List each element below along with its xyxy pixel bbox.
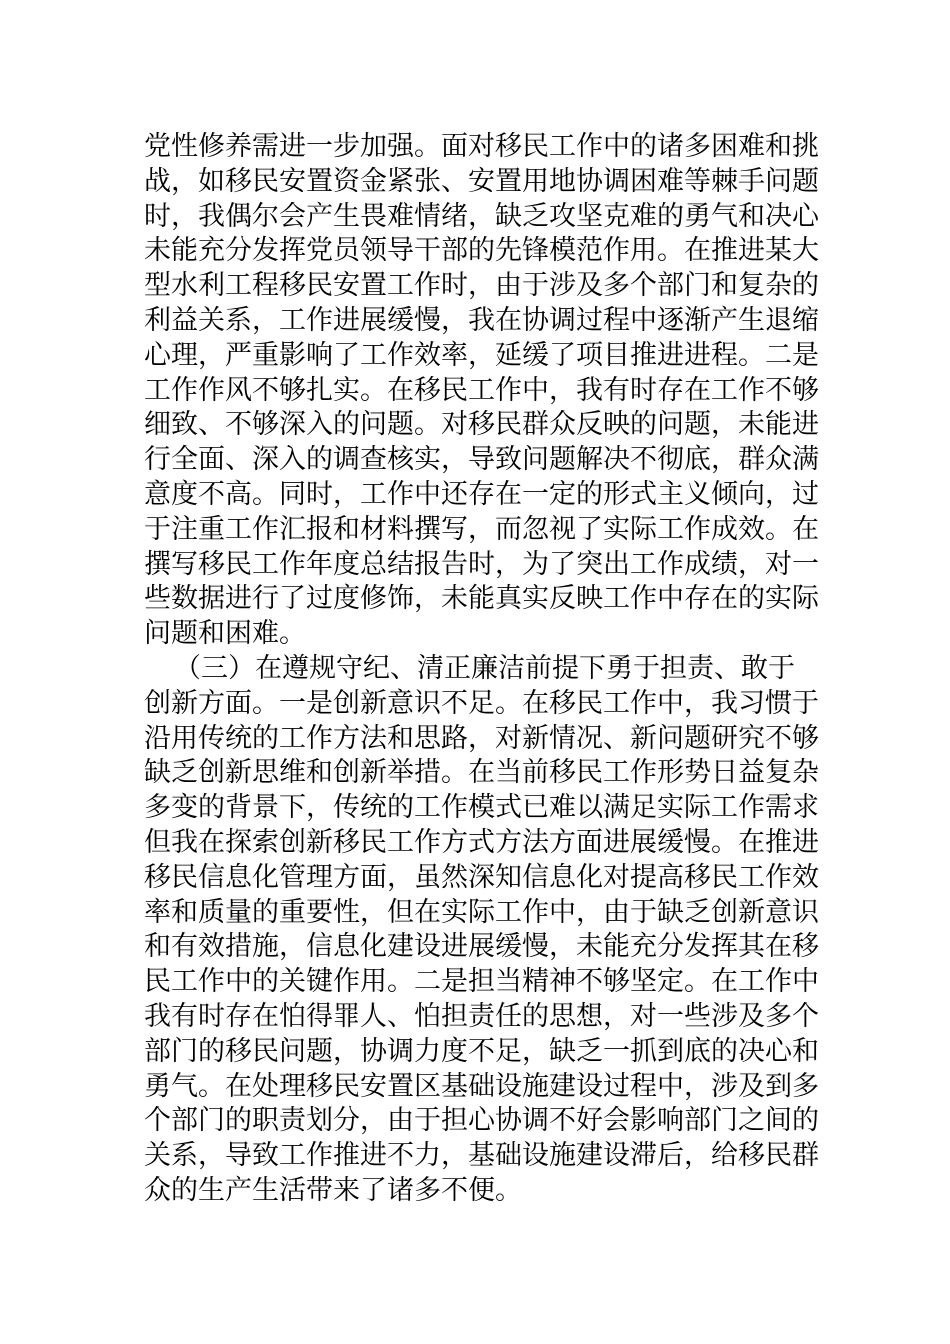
text-line: 于注重工作汇报和材料撰写，而忽视了实际工作成效。在 bbox=[144, 513, 819, 545]
text-line: 未能充分发挥党员领导干部的先锋模范作用。在推进某大 bbox=[144, 235, 819, 267]
text-line: 细致、不够深入的问题。对移民群众反映的问题，未能进 bbox=[144, 409, 819, 441]
text-line: 问题和困难。 bbox=[144, 618, 306, 650]
text-line: 心理，严重影响了工作效率，延缓了项目推进进程。二是 bbox=[144, 339, 819, 371]
text-line: 创新方面。一是创新意识不足。在移民工作中，我习惯于 bbox=[144, 687, 819, 719]
text-line: 和有效措施，信息化建设进展缓慢，未能充分发挥其在移 bbox=[144, 931, 819, 963]
text-line: 勇气。在处理移民安置区基础设施建设过程中，涉及到多 bbox=[144, 1070, 819, 1102]
text-line: 多变的背景下，传统的工作模式已难以满足实际工作需求 bbox=[144, 792, 819, 824]
text-line: 关系，导致工作推进不力，基础设施建设滞后，给移民群 bbox=[144, 1140, 819, 1172]
text-line: 我有时存在怕得罪人、怕担责任的思想，对一些涉及多个 bbox=[144, 1000, 819, 1032]
text-line: 意度不高。同时，工作中还存在一定的形式主义倾向，过 bbox=[144, 478, 819, 510]
text-line: 民工作中的关键作用。二是担当精神不够坚定。在工作中 bbox=[144, 966, 819, 998]
text-line: 工作作风不够扎实。在移民工作中，我有时存在工作不够 bbox=[144, 374, 819, 406]
text-line: 众的生产生活带来了诸多不便。 bbox=[144, 1174, 522, 1206]
text-line: 率和质量的重要性，但在实际工作中，由于缺乏创新意识 bbox=[144, 896, 819, 928]
text-line: 些数据进行了过度修饰，未能真实反映工作中存在的实际 bbox=[144, 583, 819, 615]
text-line: 战，如移民安置资金紧张、安置用地协调困难等棘手问题 bbox=[144, 165, 819, 197]
body-text bbox=[144, 130, 819, 1209]
text-line: 沿用传统的工作方法和思路，对新情况、新问题研究不够 bbox=[144, 722, 819, 754]
section-heading-line: （三）在遵规守纪、清正廉洁前提下勇于担责、敢于 bbox=[174, 652, 795, 684]
text-line: 但我在探索创新移民工作方式方法方面进展缓慢。在推进 bbox=[144, 826, 819, 858]
text-line: 个部门的职责划分，由于担心协调不好会影响部门之间的 bbox=[144, 1105, 819, 1137]
text-line: 移民信息化管理方面，虽然深知信息化对提高移民工作效 bbox=[144, 861, 819, 893]
text-line: 部门的移民问题，协调力度不足，缺乏一抓到底的决心和 bbox=[144, 1035, 819, 1067]
text-line: 撰写移民工作年度总结报告时，为了突出工作成绩，对一 bbox=[144, 548, 819, 580]
text-line: 时，我偶尔会产生畏难情绪，缺乏攻坚克难的勇气和决心 bbox=[144, 200, 819, 232]
text-line: 缺乏创新思维和创新举措。在当前移民工作形势日益复杂 bbox=[144, 757, 819, 789]
text-line: 党性修养需进一步加强。面对移民工作中的诸多困难和挑 bbox=[144, 131, 819, 162]
text-line: 型水利工程移民安置工作时，由于涉及多个部门和复杂的 bbox=[144, 270, 819, 302]
text-line: 利益关系，工作进展缓慢，我在协调过程中逐渐产生退缩 bbox=[144, 304, 819, 336]
text-line: 行全面、深入的调查核实，导致问题解决不彻底，群众满 bbox=[144, 444, 819, 476]
